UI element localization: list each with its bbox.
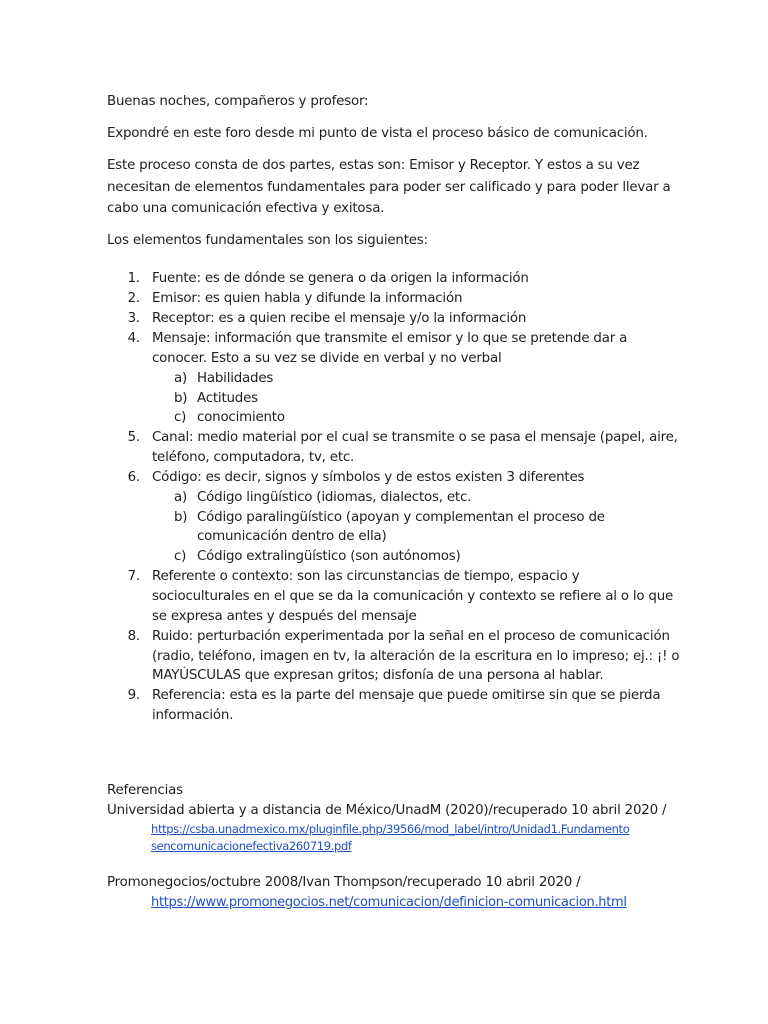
list-item: Emisor: es quien habla y difunde la información [152,291,463,306]
list-number: 2. [127,291,140,306]
list-item: Canal: medio material por el cual se transmite o se pasa el mensaje (papel, aire, [152,430,678,445]
list-item: Receptor: es a quien recibe el mensaje y/o la información [152,311,527,326]
list-number: 1. [127,271,140,286]
references-heading: Referencias [107,783,183,798]
sub-letter: c) [174,410,187,425]
list-number: 7. [127,569,140,584]
list-item-continuation: se expresa antes y después del mensaje [152,609,417,624]
sub-item: Código extralingüístico (son autónomos) [197,549,461,564]
list-item: Referente o contexto: son las circunstancias de tiempo, espacio y [152,569,580,584]
paragraph-line: necesitan de elementos fundamentales para poder ser calificado y para poder llevar a [107,180,671,195]
list-number: 3. [127,311,140,326]
greeting: Buenas noches, compañeros y profesor: [107,94,369,109]
reference-link[interactable]: https://www.promonegocios.net/comunicacion/definicion-comunicacion.html [151,895,627,910]
reference-link[interactable]: https://csba.unadmexico.mx/pluginfile.php/39566/mod_label/intro/Unidad1.Fundamento [151,822,630,836]
list-item: Ruido: perturbación experimentada por la señal en el proceso de comunicación [152,629,670,644]
sub-item: Habilidades [197,371,274,386]
sub-letter: a) [174,371,188,386]
reference-entry: Promonegocios/octubre 2008/Ivan Thompson/recuperado 10 abril 2020 / [107,875,581,890]
list-item-continuation: socioculturales en el que se da la comunicación y contexto se refiere al o lo que [152,589,674,604]
list-item: Código: es decir, signos y símbolos y de estos existen 3 diferentes [152,470,585,485]
list-number: 5. [127,430,140,445]
sub-item: Código paralingüístico (apoyan y complementan el proceso de [197,510,605,525]
sub-letter: c) [174,549,187,564]
list-item-continuation: teléfono, computadora, tv, etc. [152,450,355,465]
sub-letter: a) [174,490,188,505]
sub-letter: b) [174,391,188,406]
list-heading: Los elementos fundamentales son los siguientes: [107,233,428,248]
paragraph-line: cabo una comunicación efectiva y exitosa. [107,201,385,216]
sub-item: Actitudes [197,391,258,406]
reference-link-continuation[interactable]: sencomunicacionefectiva260719.pdf [151,839,352,853]
list-number: 9. [127,688,140,703]
reference-entry: Universidad abierta y a distancia de México/UnadM (2020)/recuperado 10 abril 2020 / [107,803,667,818]
list-item-continuation: conocer. Esto a su vez se divide en verbal y no verbal [152,351,502,366]
intro-paragraph: Expondré en este foro desde mi punto de vista el proceso básico de comunicación. [107,126,648,141]
list-number: 6. [127,470,140,485]
list-item-continuation: (radio, teléfono, imagen en tv, la alteración de la escritura en lo impreso; ej.: ¡! o [152,649,680,664]
list-item-continuation: información. [152,708,234,723]
list-number: 8. [127,629,140,644]
list-item: Mensaje: información que transmite el emisor y lo que se pretende dar a [152,331,628,346]
paragraph-line: Este proceso consta de dos partes, estas son: Emisor y Receptor. Y estos a su vez [107,158,640,173]
sub-item: conocimiento [197,410,285,425]
list-item: Referencia: esta es la parte del mensaje que puede omitirse sin que se pierda [152,688,661,703]
list-item-continuation: MAYÚSCULAS que expresan gritos; disfonía de una persona al hablar. [152,668,604,683]
sub-item-continuation: comunicación dentro de ella) [197,529,387,544]
list-number: 4. [127,331,140,346]
sub-item: Código lingüístico (idiomas, dialectos, etc. [197,490,472,505]
list-item: Fuente: es de dónde se genera o da origen la información [152,271,529,286]
sub-letter: b) [174,510,188,525]
